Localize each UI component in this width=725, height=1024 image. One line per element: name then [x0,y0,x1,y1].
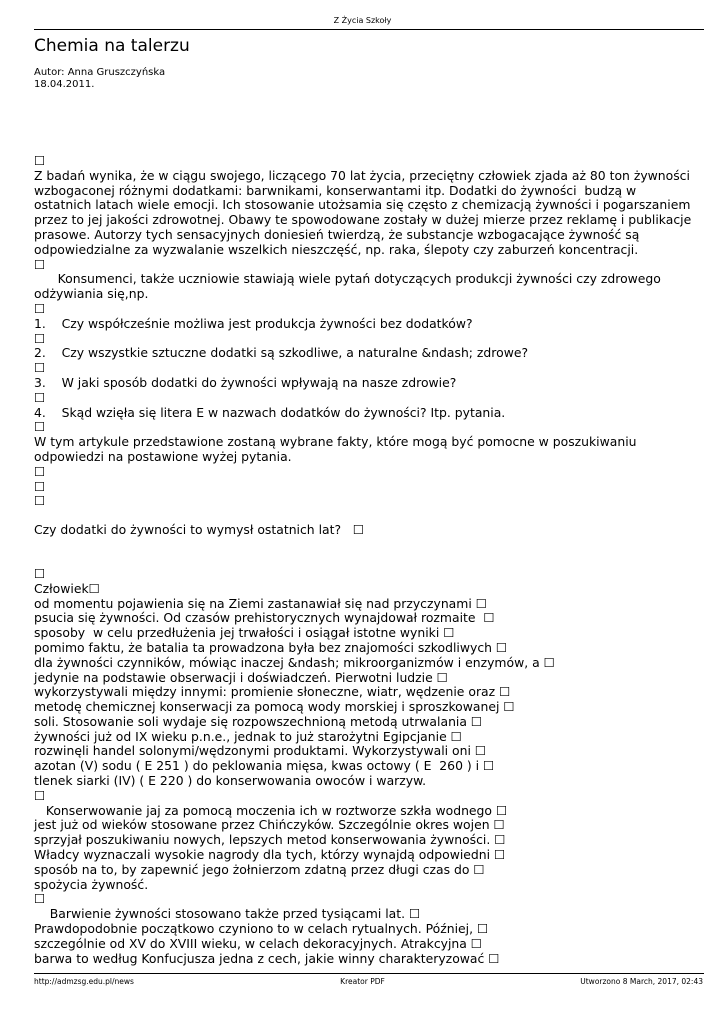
placeholder-glyph: ☐ [34,330,46,346]
site-header: Z Życia Szkoły [333,16,392,25]
body-paragraph: 2. Czy wszystkie sztuczne dodatki są szkodliwe, a naturalne &ndash; zdrowe? [34,345,529,361]
body-paragraph: 1. Czy współcześnie możliwa jest produkcja żywności bez dodatków? [34,315,473,331]
author-line: Autor: Anna Gruszczyńska [34,67,166,78]
body-paragraph: Z badań wynika, że w ciągu swojego, liczącego 70 lat życia, przeciętny człowiek zjada aż 80 ton żywności wzbogaconej różnymi dodatkami: barwnikami, konserwantami itp. Dodatki do żywności budzą w ostatnich latach wiele emocji. Ich stosowanie utożsamia się często z chemizacją żywności i pogarszaniem przez to jej jakości zdrowotnej. Obawy te spowodowane zostały w dużej mierze przez reklamę i publikacje prasowe. Autorzy tych sensacyjnych doniesień twierdzą, że substancje wzbogacające żywność są odpowiedzialne za wyzwalanie wszelkich nieszczęść, np. raka, ślepoty czy zaburzeń koncentracji. [34,167,696,257]
footer-created: Utworzono 8 March, 2017, 02:43 [580,977,703,986]
article-meta [34,67,165,91]
article-title: Chemia na talerzu [34,36,190,56]
placeholder-glyph: ☐ [34,256,46,272]
article-body [34,154,694,966]
body-paragraph: W tym artykule przedstawione zostaną wybrane fakty, które mogą być pomocne w poszukiwaniu odpowiedzi na postawione wyżej pytania. [34,434,641,464]
placeholder-glyph: ☐ [34,478,46,494]
body-paragraph: 3. W jaki sposób dodatki do żywności wpływają na nasze zdrowie? [34,374,457,390]
placeholder-glyph: ☐ [34,891,46,907]
placeholder-glyph: ☐ [34,419,46,435]
placeholder-glyph: ☐ [34,787,46,803]
body-paragraph: od momentu pojawienia się na Ziemi zastanawiał się nad przyczynami ☐ psucia się żywności. Od czasów prehistorycznych wynajdował rozmaite ☐ sposoby w celu przedłużenia jej trwałości i osiągał istotne wyniki ☐ pomimo faktu, że batalia ta prowadzona była bez znajomości szkodliwych ☐ dla żywności czynników, mówiąc inaczej &ndash; mikroorganizmów i enzymów, a ☐ jedynie na podstawie obserwacji i doświadczeń. Pierwotni ludzie ☐ wykorzystywali między innymi: promienie słoneczne, wiatr, wędzenie oraz ☐ metodę chemicznej konserwacji za pomocą wody morskiej i sproszkowanej ☐ soli. Stosowanie soli wydaje się rozpowszechnioną metodą utrwalania ☐ żywności już od IX wieku p.n.e., jednak to już starożytni Egipcjanie ☐ rozwinęli handel solonymi/wędzonymi produktami. Wykorzystywali oni ☐ azotan (V) sodu ( E 251 ) do peklowania mięsa, kwas octowy ( E 260 ) i ☐ tlenek siarki (IV) ( E 220 ) do konserwowania owoców i warzyw. [34,595,555,789]
footer-generator: Kreator PDF [340,977,385,986]
placeholder-glyph: ☐ [34,300,46,316]
footer-rule [34,973,704,974]
placeholder-glyph: ☐ [34,389,46,405]
footer-url: http://admzsg.edu.pl/news [34,977,134,986]
placeholder-glyph: ☐ [34,463,46,479]
body-paragraph: Konsumenci, także uczniowie stawiają wiele pytań dotyczących produkcji żywności czy zdrowego odżywiania się,np. [34,271,665,302]
body-paragraph: Barwienie żywności stosowano także przed tysiącami lat. ☐ Prawdopodobnie początkowo czyniono to w celach rytualnych. Później, ☐ szczególnie od XV do XVIII wieku, w celach dekoracyjnych. Atrakcyjna ☐ barwa to według Konfucjusza jedna z cech, jakie winny charakteryzować ☐ [34,906,500,966]
placeholder-glyph: ☐ [34,493,46,509]
placeholder-glyph: ☐ [34,360,46,376]
placeholder-glyph: ☐ [34,153,46,168]
header-rule [34,29,704,30]
body-paragraph: Czy dodatki do żywności to wymysł ostatnich lat? ☐ [34,522,364,538]
body-paragraph: Konserwowanie jaj za pomocą moczenia ich w roztworze szkła wodnego ☐ jest już od wieków stosowane przez Chińczyków. Szczególnie okres wojen ☐ sprzyjał poszukiwaniu nowych, lepszych metod konserwowania żywności. ☐ Władcy wyznaczali wysokie nagrody dla tych, którzy wynajdą odpowiedni ☐ sposób na to, by zapewnić jego żołnierzom zdatną przez długi czas do ☐ spożycia żywność. [34,802,508,892]
body-paragraph: 4. Skąd wzięła się litera E w nazwach dodatków do żywności? Itp. pytania. [34,404,506,420]
article-date: 18.04.2011. [34,79,95,90]
body-paragraph: Człowiek☐ [34,580,100,596]
placeholder-glyph: ☐ [34,565,46,581]
